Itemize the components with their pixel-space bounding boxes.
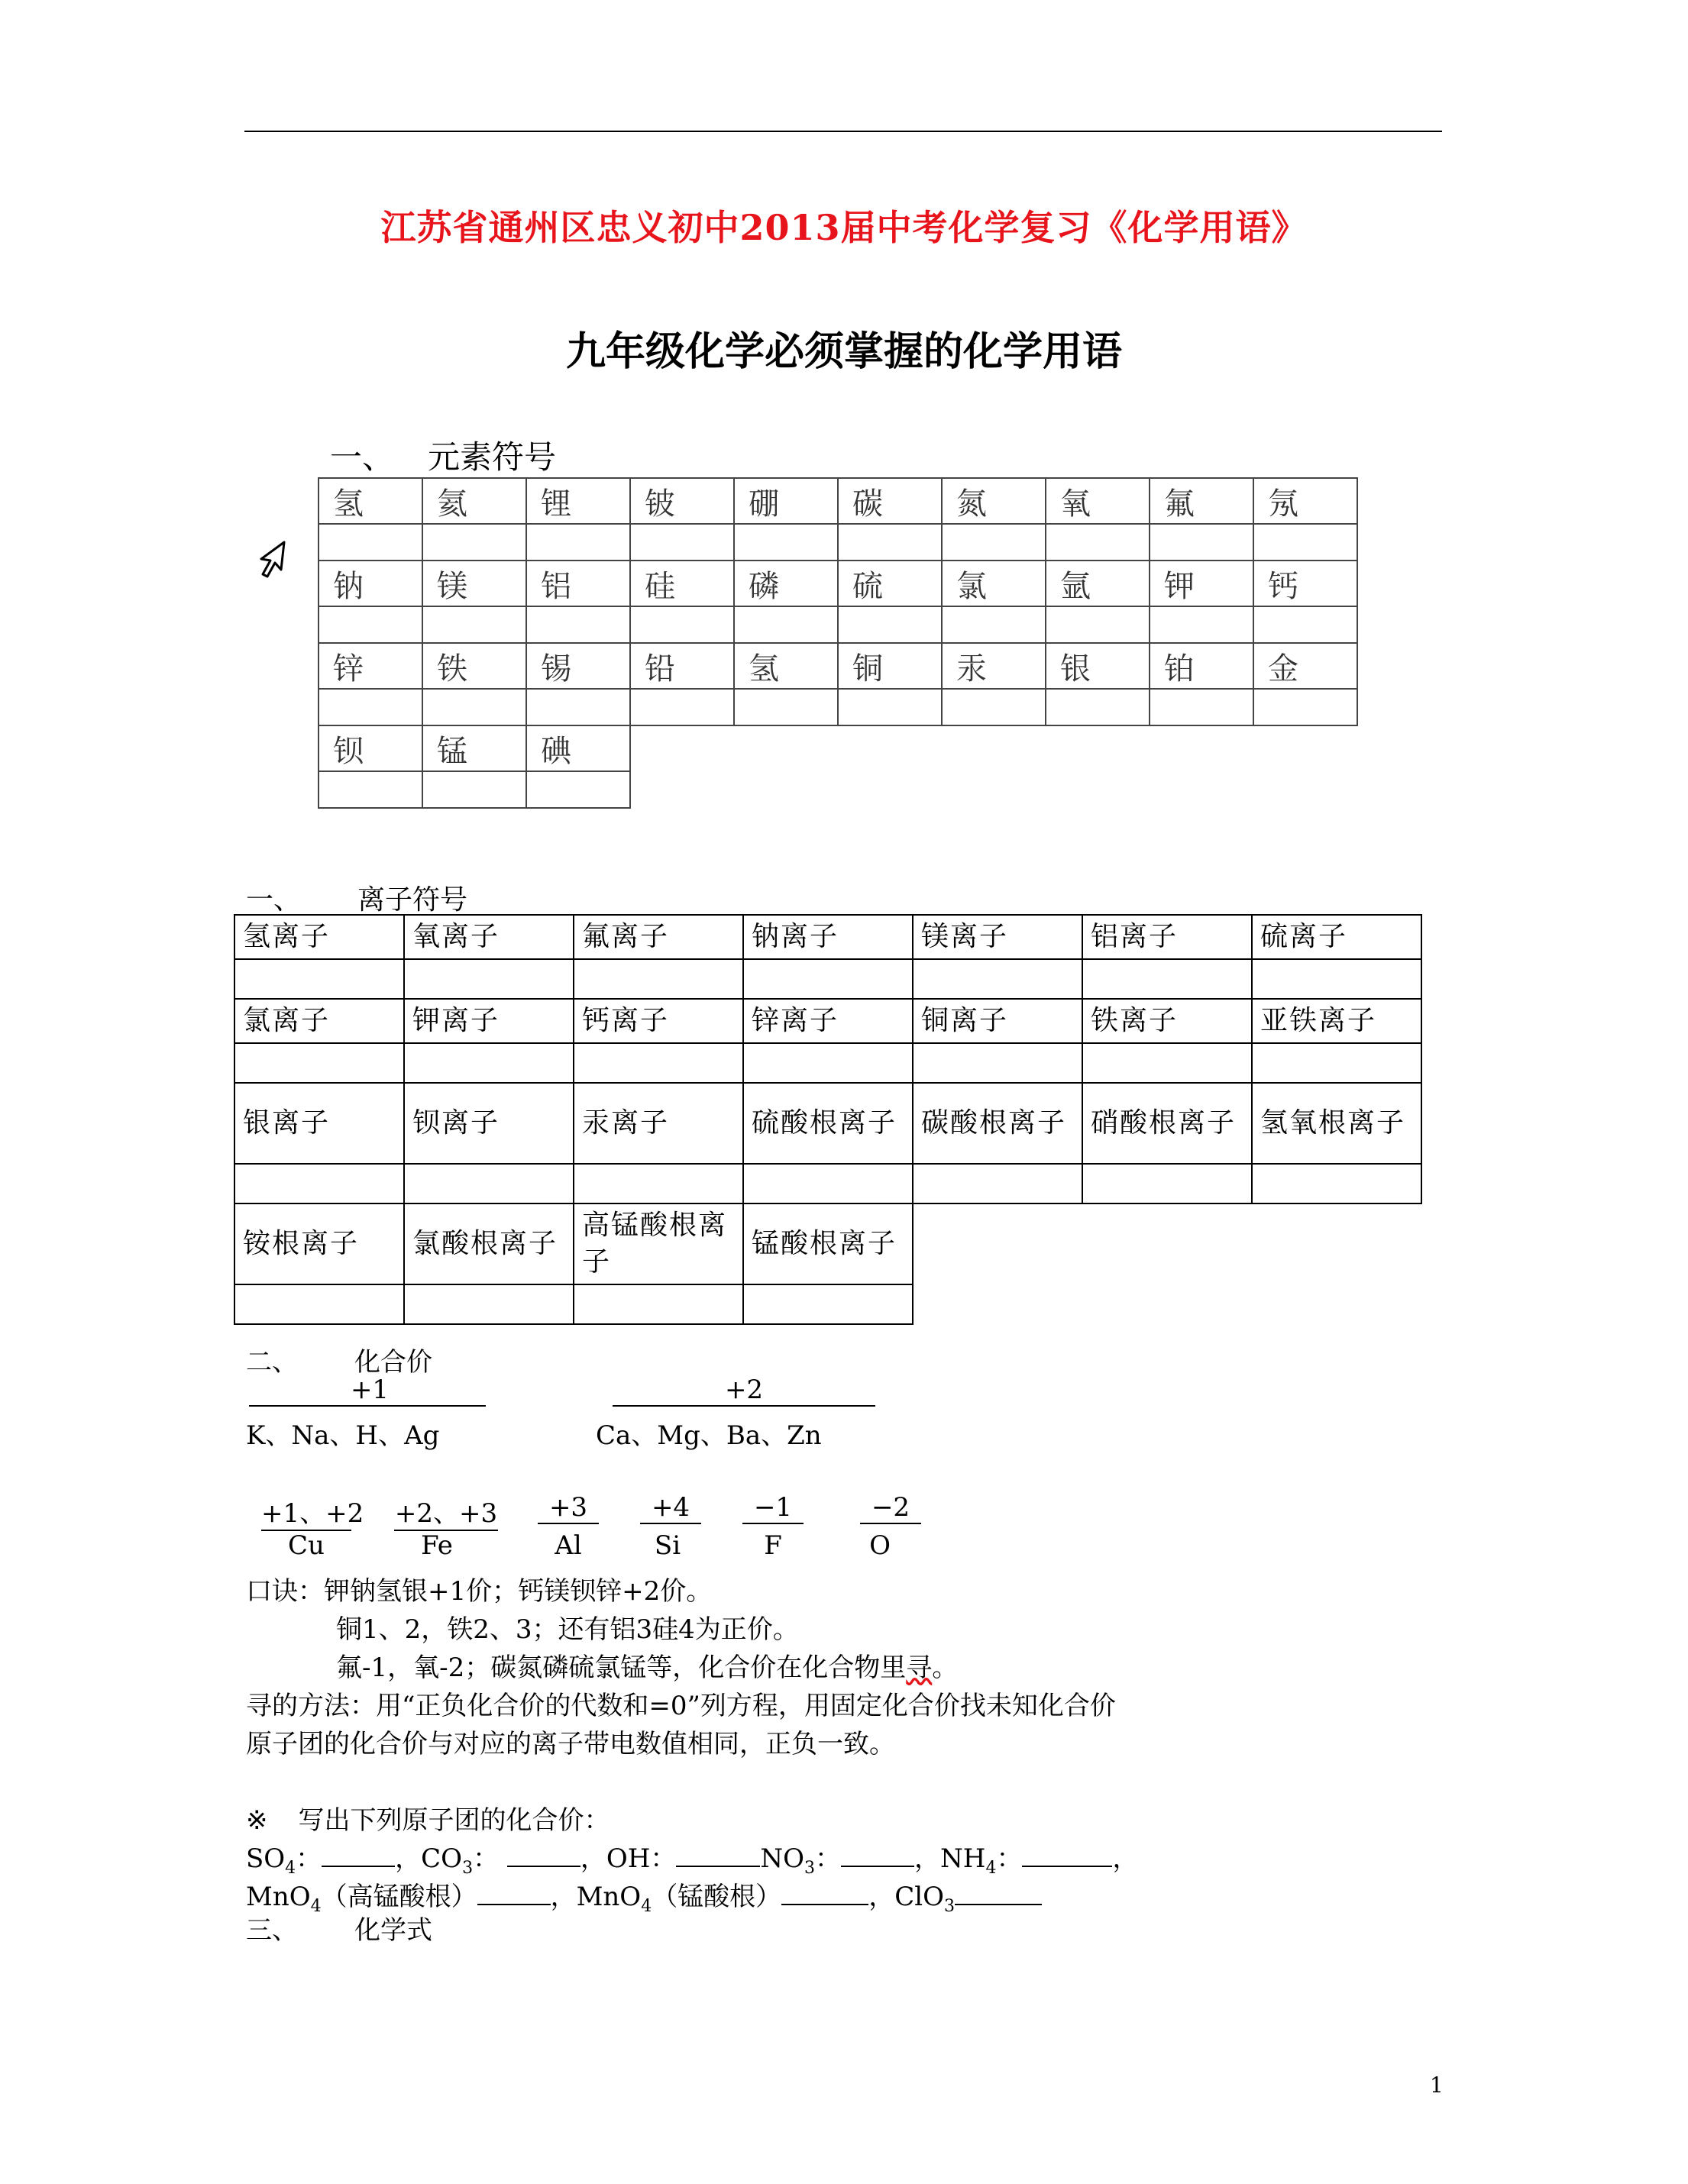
- element-symbol-blank[interactable]: [526, 689, 630, 725]
- element-symbol-blank[interactable]: [422, 524, 526, 561]
- element-name-cell: 锡: [526, 643, 630, 689]
- element-symbol-blank[interactable]: [1253, 606, 1357, 643]
- ion-name-cell: 氢离子: [234, 915, 404, 959]
- section-title: 化合价: [354, 1347, 432, 1378]
- mnemonic-label: 口诀：: [246, 1576, 324, 1607]
- ion-symbol-blank[interactable]: [1252, 1043, 1421, 1083]
- ion-symbol-blank[interactable]: [913, 1043, 1082, 1083]
- ion-symbol-blank[interactable]: [913, 959, 1082, 999]
- element-symbol-blank[interactable]: [734, 606, 838, 643]
- ion-symbol-table: [234, 914, 1422, 1325]
- element-name-cell: 锂: [526, 478, 630, 524]
- ion-name-cell: 氯酸根离子: [404, 1203, 574, 1284]
- ion-name-cell: 银离子: [234, 1083, 404, 1164]
- ion-symbol-blank[interactable]: [913, 1164, 1082, 1203]
- formula-so4: SO: [246, 1843, 286, 1874]
- section-number: 一、: [246, 884, 302, 916]
- formula-mno4: MnO: [576, 1882, 642, 1912]
- element-name-cell: 氢: [734, 643, 838, 689]
- ion-name-cell: 汞离子: [574, 1083, 743, 1164]
- element-symbol-blank[interactable]: [838, 689, 942, 725]
- ion-symbol-blank[interactable]: [743, 959, 913, 999]
- ion-name-cell: 硫酸根离子: [743, 1083, 913, 1164]
- element-name-cell: 碘: [526, 725, 630, 771]
- empty-cell: [1046, 725, 1150, 771]
- cursor-icon: [257, 539, 290, 579]
- empty-cell: [838, 725, 942, 771]
- element-symbol-blank[interactable]: [526, 606, 630, 643]
- ion-name-cell: 铁离子: [1082, 999, 1252, 1043]
- element-name-cell: 钙: [1253, 561, 1357, 606]
- permanganate-name: （高锰酸根）: [321, 1882, 477, 1912]
- exercise-line-2: MnO$_4$（高锰酸根） ，MnO$_4$（锰酸根） ，ClO$_3$: [246, 1875, 1042, 1916]
- element-name-cell: 铜: [838, 643, 942, 689]
- ion-symbol-blank[interactable]: [574, 1164, 743, 1203]
- element-symbol-blank[interactable]: [942, 689, 1046, 725]
- ion-name-row: [234, 1203, 1421, 1284]
- empty-cell: [942, 725, 1046, 771]
- valence-label: −2: [860, 1492, 921, 1524]
- element-name-cell: 硅: [630, 561, 734, 606]
- ion-answer-row: [234, 959, 1421, 999]
- answer-blank[interactable]: [477, 1881, 551, 1905]
- page-number: 1: [1430, 2073, 1444, 2098]
- empty-cell: [1082, 1284, 1252, 1324]
- ion-name-cell: 高锰酸根离子: [574, 1203, 743, 1284]
- element-symbol-blank[interactable]: [1150, 689, 1253, 725]
- answer-blank[interactable]: [507, 1843, 580, 1867]
- ion-answer-row: [234, 1284, 1421, 1324]
- element-name-cell: 汞: [942, 643, 1046, 689]
- ion-name-row: [234, 1083, 1421, 1164]
- element-name-cell: 铅: [630, 643, 734, 689]
- valence-element: Cu: [288, 1530, 325, 1561]
- group-valence-rule: 原子团的化合价与对应的离子带电数值相同，正负一致。: [246, 1729, 895, 1759]
- ion-name-cell: 镁离子: [913, 915, 1082, 959]
- top-rule: [244, 131, 1442, 132]
- ion-symbol-blank[interactable]: [1082, 1164, 1252, 1203]
- element-name-cell: 铂: [1150, 643, 1253, 689]
- ion-name-cell: 锌离子: [743, 999, 913, 1043]
- element-symbol-blank[interactable]: [734, 689, 838, 725]
- element-name-cell: 钠: [319, 561, 422, 606]
- empty-cell: [734, 771, 838, 808]
- exercise-prompt-text: 写出下列原子团的化合价：: [298, 1805, 610, 1836]
- ion-symbol-blank[interactable]: [234, 1043, 404, 1083]
- answer-blank[interactable]: [781, 1881, 868, 1905]
- empty-cell: [1082, 1203, 1252, 1284]
- ion-name-cell: 亚铁离子: [1252, 999, 1421, 1043]
- element-symbol-blank[interactable]: [734, 524, 838, 561]
- ion-name-cell: 硝酸根离子: [1082, 1083, 1252, 1164]
- element-name-cell: 氩: [1046, 561, 1150, 606]
- ion-name-cell: 锰酸根离子: [743, 1203, 913, 1284]
- ion-symbol-blank[interactable]: [1252, 959, 1421, 999]
- element-symbol-blank[interactable]: [1046, 606, 1150, 643]
- element-name-cell: 磷: [734, 561, 838, 606]
- element-symbol-blank[interactable]: [1150, 524, 1253, 561]
- section-title: 化学式: [354, 1915, 432, 1946]
- valence-label: +3: [538, 1492, 599, 1524]
- element-name-cell: 锰: [422, 725, 526, 771]
- ion-symbol-blank[interactable]: [234, 1284, 404, 1324]
- element-answer-row: [319, 771, 1357, 808]
- valence-element: Al: [555, 1530, 582, 1561]
- exercise-prompt: [246, 1799, 610, 1837]
- valence-label: −1: [742, 1492, 804, 1524]
- method-line: 寻的方法：用“正负化合价的代数和=0”列方程，用固定化合价找未知化合价: [246, 1691, 1116, 1721]
- section-title: 元素符号: [428, 438, 557, 476]
- element-name-cell: 氦: [422, 478, 526, 524]
- valence-element: F: [764, 1530, 782, 1561]
- element-name-cell: 氯: [942, 561, 1046, 606]
- section-title: 离子符号: [357, 884, 468, 916]
- empty-cell: [913, 1284, 1082, 1324]
- section-number: 三、: [246, 1915, 298, 1946]
- element-symbol-blank[interactable]: [319, 606, 422, 643]
- element-symbol-blank[interactable]: [942, 606, 1046, 643]
- element-name-cell: 碳: [838, 478, 942, 524]
- element-symbol-blank[interactable]: [319, 771, 422, 808]
- ion-symbol-blank[interactable]: [1082, 959, 1252, 999]
- reference-mark: ※: [246, 1805, 268, 1836]
- element-answer-row: [319, 524, 1357, 561]
- ion-name-row: [234, 999, 1421, 1043]
- valence-elements: Ca、Mg、Ba、Zn: [596, 1420, 822, 1451]
- element-symbol-blank[interactable]: [630, 606, 734, 643]
- ion-name-cell: 氯离子: [234, 999, 404, 1043]
- section-number: 一、: [330, 438, 395, 476]
- mnemonic-line: [336, 1646, 958, 1684]
- element-name-cell: 镁: [422, 561, 526, 606]
- ion-symbol-blank[interactable]: [404, 1164, 574, 1203]
- formula-nh4: NH: [940, 1843, 986, 1874]
- element-name-cell: 钾: [1150, 561, 1253, 606]
- element-name-cell: 氧: [1046, 478, 1150, 524]
- valence-label: +2、+3: [394, 1492, 498, 1531]
- element-name-cell: 锌: [319, 643, 422, 689]
- element-name-cell: 硫: [838, 561, 942, 606]
- element-answer-row: [319, 689, 1357, 725]
- element-symbol-blank[interactable]: [1046, 689, 1150, 725]
- ion-answer-row: [234, 1164, 1421, 1203]
- mnemonic-text: 氟-1，氧-2；碳氮磷硫氯锰等，化合价在化合物里: [336, 1653, 907, 1683]
- element-name-row: [319, 725, 1357, 771]
- formula-mno4: MnO: [246, 1882, 311, 1912]
- element-symbol-blank[interactable]: [942, 524, 1046, 561]
- empty-cell: [630, 771, 734, 808]
- valence-label: +1、+2: [261, 1492, 351, 1531]
- empty-cell: [1253, 725, 1357, 771]
- element-name-cell: 银: [1046, 643, 1150, 689]
- ion-symbol-blank[interactable]: [743, 1043, 913, 1083]
- element-symbol-blank[interactable]: [422, 606, 526, 643]
- valence-label: +4: [640, 1492, 701, 1524]
- ion-symbol-blank[interactable]: [743, 1284, 913, 1324]
- ion-name-cell: 钠离子: [743, 915, 913, 959]
- section-heading-elements: [330, 432, 556, 478]
- element-symbol-blank[interactable]: [319, 524, 422, 561]
- element-name-row: [319, 561, 1357, 606]
- formula-clo3: ClO: [894, 1882, 944, 1912]
- element-symbol-blank[interactable]: [630, 689, 734, 725]
- ion-symbol-blank[interactable]: [743, 1164, 913, 1203]
- element-name-cell: 铝: [526, 561, 630, 606]
- element-name-cell: 氮: [942, 478, 1046, 524]
- ion-name-cell: 铝离子: [1082, 915, 1252, 959]
- empty-cell: [1253, 771, 1357, 808]
- element-name-cell: 金: [1253, 643, 1357, 689]
- element-symbol-blank[interactable]: [1046, 524, 1150, 561]
- marked-character: 寻: [906, 1653, 933, 1683]
- empty-cell: [734, 725, 838, 771]
- element-symbol-blank[interactable]: [838, 606, 942, 643]
- empty-cell: [942, 771, 1046, 808]
- ion-name-cell: 铵根离子: [234, 1203, 404, 1284]
- valence-label: +2: [613, 1375, 875, 1407]
- ion-name-cell: 钾离子: [404, 999, 574, 1043]
- document-title: 江苏省通州区忠义初中2013届中考化学复习《化学用语》: [380, 207, 1308, 248]
- valence-element: Fe: [421, 1530, 453, 1561]
- exercise-line-1: $SO_4$： ，$CO_3$： ，OH： $NO_3$： ，$NH_4$： ，: [246, 1843, 1139, 1878]
- ion-symbol-blank[interactable]: [404, 1284, 574, 1324]
- answer-blank[interactable]: [1022, 1843, 1112, 1867]
- element-symbol-blank[interactable]: [1150, 606, 1253, 643]
- ion-answer-row: [234, 1043, 1421, 1083]
- empty-cell: [838, 771, 942, 808]
- answer-blank[interactable]: [955, 1881, 1042, 1905]
- mnemonic-line: [246, 1570, 712, 1607]
- ion-symbol-blank[interactable]: [574, 1043, 743, 1083]
- ion-name-row: [234, 915, 1421, 959]
- element-symbol-blank[interactable]: [319, 689, 422, 725]
- element-name-row: [319, 478, 1357, 524]
- manganate-name: （锰酸根）: [652, 1882, 782, 1912]
- empty-cell: [913, 1203, 1082, 1284]
- element-name-cell: 硼: [734, 478, 838, 524]
- ion-name-cell: 氧离子: [404, 915, 574, 959]
- element-symbol-blank[interactable]: [838, 524, 942, 561]
- ion-symbol-blank[interactable]: [234, 959, 404, 999]
- element-symbol-blank[interactable]: [422, 689, 526, 725]
- element-name-row: [319, 643, 1357, 689]
- empty-cell: [1252, 1284, 1421, 1324]
- ion-name-cell: 钡离子: [404, 1083, 574, 1164]
- answer-blank[interactable]: [322, 1843, 395, 1867]
- valence-element: Si: [654, 1530, 681, 1561]
- answer-blank[interactable]: [841, 1843, 914, 1867]
- valence-label: +1: [249, 1375, 486, 1407]
- ion-name-cell: 铜离子: [913, 999, 1082, 1043]
- ion-symbol-blank[interactable]: [1252, 1164, 1421, 1203]
- ion-symbol-blank[interactable]: [1082, 1043, 1252, 1083]
- answer-blank[interactable]: [676, 1843, 760, 1867]
- section-number: 二、: [246, 1347, 298, 1378]
- mnemonic-text: 。: [932, 1653, 959, 1683]
- valence-elements: K、Na、H、Ag: [246, 1420, 440, 1451]
- empty-cell: [630, 725, 734, 771]
- element-symbol-table: [318, 477, 1358, 809]
- element-symbol-blank[interactable]: [1253, 689, 1357, 725]
- element-name-cell: 氢: [319, 478, 422, 524]
- element-answer-row: [319, 606, 1357, 643]
- element-name-cell: 钡: [319, 725, 422, 771]
- empty-cell: [1150, 725, 1253, 771]
- valence-element: O: [869, 1530, 891, 1561]
- ion-name-cell: 氟离子: [574, 915, 743, 959]
- ion-name-cell: 碳酸根离子: [913, 1083, 1082, 1164]
- element-symbol-blank[interactable]: [526, 524, 630, 561]
- formula-co3: CO: [421, 1843, 463, 1874]
- section-heading-formula: [246, 1909, 432, 1947]
- ion-symbol-blank[interactable]: [234, 1164, 404, 1203]
- ion-symbol-blank[interactable]: [404, 1043, 574, 1083]
- ion-name-cell: 钙离子: [574, 999, 743, 1043]
- element-symbol-blank[interactable]: [526, 771, 630, 808]
- element-name-cell: 铁: [422, 643, 526, 689]
- element-symbol-blank[interactable]: [630, 524, 734, 561]
- document-subtitle: 九年级化学必须掌握的化学用语: [565, 329, 1122, 375]
- element-symbol-blank[interactable]: [1253, 524, 1357, 561]
- empty-cell: [1150, 771, 1253, 808]
- ion-symbol-blank[interactable]: [404, 959, 574, 999]
- mnemonic-text: 钾钠氢银+1价；钙镁钡锌+2价。: [324, 1576, 713, 1607]
- mnemonic-line: 铜1、2，铁2、3；还有铝3硅4为正价。: [336, 1614, 799, 1645]
- ion-name-cell: 氢氧根离子: [1252, 1083, 1421, 1164]
- ion-symbol-blank[interactable]: [574, 1284, 743, 1324]
- empty-cell: [1252, 1203, 1421, 1284]
- section-heading-ions: [246, 878, 467, 917]
- element-name-cell: 铍: [630, 478, 734, 524]
- element-name-cell: 氟: [1150, 478, 1253, 524]
- section-heading-valence: [246, 1341, 432, 1378]
- empty-cell: [1046, 771, 1150, 808]
- element-name-cell: 氖: [1253, 478, 1357, 524]
- formula-oh: OH：: [606, 1843, 677, 1874]
- formula-no3: NO: [760, 1843, 805, 1874]
- element-symbol-blank[interactable]: [422, 771, 526, 808]
- ion-symbol-blank[interactable]: [574, 959, 743, 999]
- ion-name-cell: 硫离子: [1252, 915, 1421, 959]
